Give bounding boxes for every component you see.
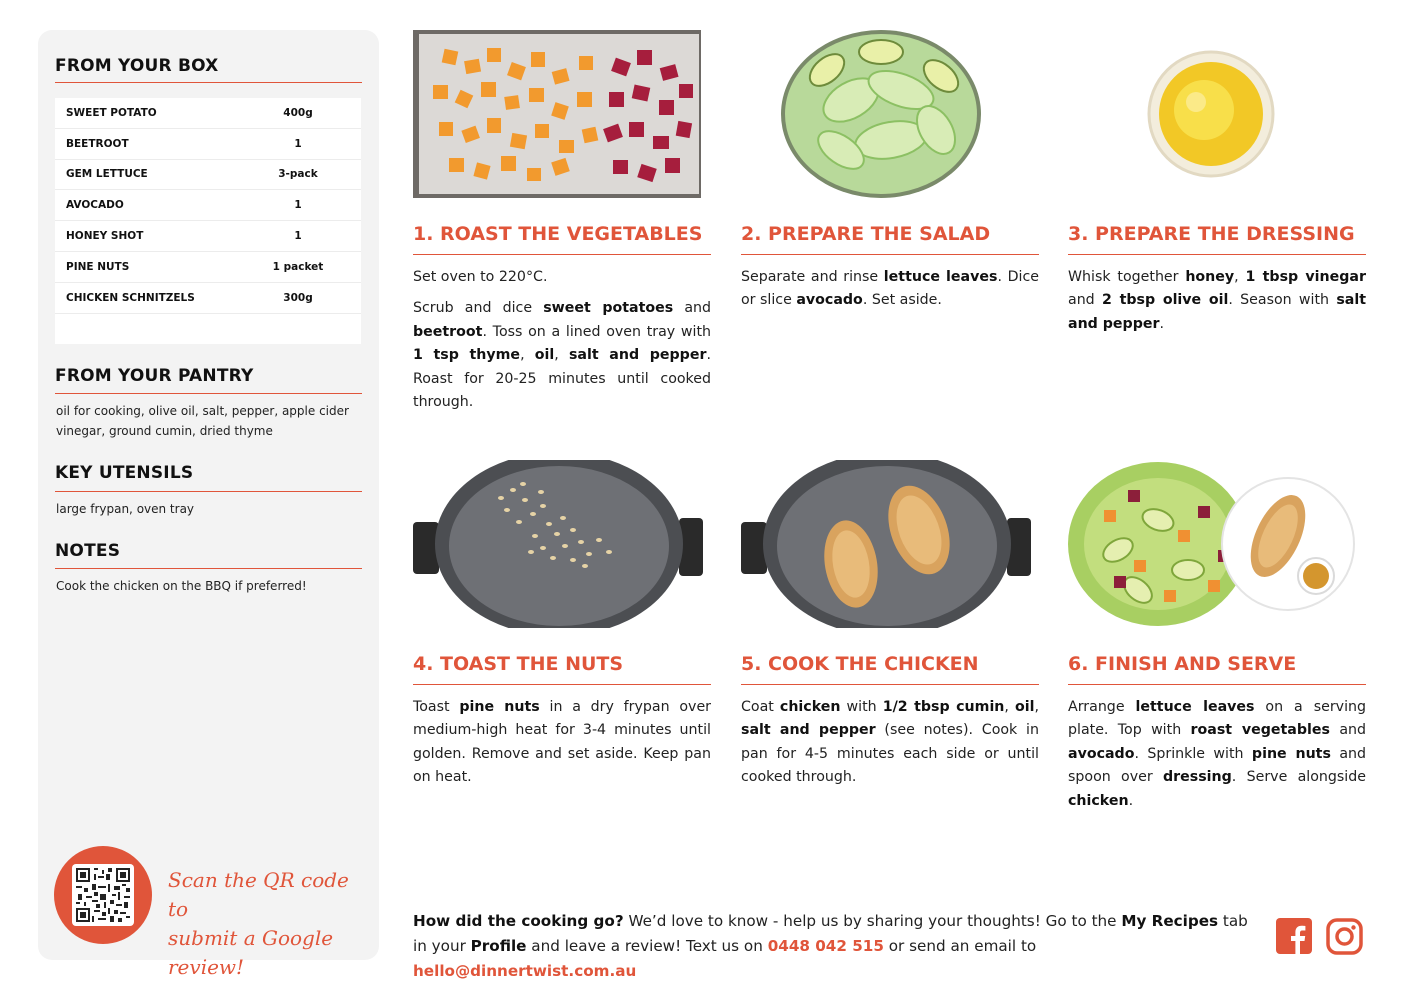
step-instructions bbox=[741, 696, 1039, 798]
instruction-text: , bbox=[554, 347, 569, 364]
step-title: 4. TOAST THE NUTS bbox=[413, 653, 624, 675]
ingredient-emphasis: honey bbox=[1185, 269, 1235, 285]
ingredient-name: CHICKEN SCHNITZELS bbox=[66, 291, 195, 304]
divider bbox=[55, 568, 362, 569]
instruction-text: , bbox=[520, 347, 535, 364]
instruction-text: . Toss on a lined oven tray with bbox=[482, 323, 711, 340]
ingredient-qty: 1 bbox=[294, 199, 302, 212]
footer-text: We’d love to know - help us by sharing your thoughts! Go to the bbox=[623, 912, 1122, 930]
step-5 bbox=[741, 460, 1039, 800]
ingredient-emphasis: chicken bbox=[1068, 792, 1129, 809]
instruction-text: . Roast for 20-25 minutes until cooked through. bbox=[413, 347, 711, 411]
divider bbox=[413, 254, 711, 255]
ingredient-name: BEETROOT bbox=[66, 137, 129, 150]
ingredient-name: GEM LETTUCE bbox=[66, 168, 148, 181]
instruction-text: and bbox=[673, 300, 712, 317]
instruction-text: on a serving plate. Top with bbox=[1068, 699, 1367, 739]
ingredient-emphasis: 1 tsp thyme bbox=[413, 347, 521, 364]
divider bbox=[413, 684, 711, 685]
step-title: 5. COOK THE CHICKEN bbox=[741, 653, 979, 675]
step-title: 2. PREPARE THE SALAD bbox=[741, 223, 991, 245]
ingredient-emphasis: beetroot bbox=[413, 323, 483, 340]
instruction-paragraph bbox=[413, 696, 711, 790]
ingredient-emphasis: pine nuts bbox=[1251, 745, 1331, 762]
ingredient-qty: 300g bbox=[283, 291, 313, 304]
ingredients-table bbox=[55, 98, 361, 344]
instruction-text: with bbox=[840, 699, 883, 715]
step-instructions bbox=[1068, 696, 1366, 821]
sidebar-panel bbox=[38, 30, 379, 979]
instruction-text: and bbox=[1329, 722, 1367, 739]
table-row bbox=[55, 221, 361, 252]
ingredient-emphasis: avocado bbox=[1068, 745, 1135, 762]
review-footer bbox=[413, 909, 1263, 984]
qr-line-1: Scan the QR code to bbox=[168, 868, 349, 921]
divider bbox=[741, 254, 1039, 255]
notes-heading: NOTES bbox=[55, 541, 121, 561]
ingredient-qty: 1 bbox=[294, 137, 302, 150]
instruction-text: Coat bbox=[741, 699, 780, 715]
ingredient-name: PINE NUTS bbox=[66, 260, 130, 273]
step-title: 3. PREPARE THE DRESSING bbox=[1068, 223, 1355, 245]
table-row bbox=[55, 252, 361, 283]
qr-review-prompt bbox=[168, 866, 368, 982]
step-title: 6. FINISH AND SERVE bbox=[1068, 653, 1297, 675]
divider bbox=[1068, 684, 1366, 685]
qr-code-badge[interactable] bbox=[54, 846, 152, 944]
step-title: 1. ROAST THE VEGETABLES bbox=[413, 223, 703, 245]
instruction-paragraph bbox=[1068, 266, 1366, 336]
ingredient-emphasis: salt and pepper bbox=[568, 347, 707, 364]
instruction-paragraph bbox=[741, 266, 1039, 313]
my-recipes-link[interactable]: My Recipes bbox=[1121, 912, 1219, 930]
divider bbox=[55, 393, 362, 394]
ingredient-name: AVOCADO bbox=[66, 199, 124, 212]
from-your-box-heading: FROM YOUR BOX bbox=[55, 56, 219, 76]
table-row bbox=[55, 129, 361, 160]
instruction-paragraph bbox=[1068, 696, 1366, 813]
from-your-pantry-heading: FROM YOUR PANTRY bbox=[55, 366, 254, 386]
instruction-text: , bbox=[1034, 699, 1039, 715]
ingredient-emphasis: 1 tbsp vinegar bbox=[1245, 269, 1366, 285]
ingredient-emphasis: lettuce leaves bbox=[1135, 699, 1255, 715]
utensils-text: large frypan, oven tray bbox=[56, 502, 195, 516]
qr-code-icon[interactable] bbox=[72, 864, 134, 926]
divider bbox=[741, 684, 1039, 685]
instruction-text: Scrub and dice bbox=[413, 300, 544, 317]
ingredient-emphasis: 2 tbsp olive oil bbox=[1101, 292, 1229, 309]
ingredient-name: HONEY SHOT bbox=[66, 230, 144, 243]
email-link[interactable]: hello@dinnertwist.com.au bbox=[413, 962, 637, 980]
table-row bbox=[55, 190, 361, 221]
roast-vegetables-photo bbox=[413, 30, 711, 198]
key-utensils-heading: KEY UTENSILS bbox=[55, 463, 194, 483]
footer-question: How did the cooking go? bbox=[413, 912, 624, 930]
prepare-salad-photo bbox=[741, 30, 1039, 198]
step-instructions bbox=[741, 266, 1039, 321]
footer-text: and leave a review! Text us on bbox=[526, 937, 768, 955]
table-row bbox=[55, 160, 361, 191]
step-instructions bbox=[413, 696, 711, 798]
qr-line-2: submit a Google review! bbox=[168, 926, 334, 979]
ingredient-emphasis: 1/2 tbsp cumin bbox=[882, 699, 1005, 715]
notes-text: Cook the chicken on the BBQ if preferred! bbox=[56, 579, 307, 593]
step-6 bbox=[1068, 460, 1367, 809]
instruction-text: Toast bbox=[413, 699, 460, 715]
divider bbox=[55, 491, 362, 492]
toast-nuts-photo bbox=[413, 460, 711, 628]
instruction-text: Arrange bbox=[1068, 699, 1136, 715]
step-3 bbox=[1068, 30, 1366, 410]
instruction-paragraph bbox=[741, 696, 1039, 790]
pantry-text: oil for cooking, olive oil, salt, pepper, apple cider vinegar, ground cumin, dried thyme bbox=[56, 404, 349, 438]
instruction-text: Separate and rinse bbox=[741, 269, 884, 285]
instruction-text: Whisk together bbox=[1068, 269, 1186, 285]
finish-serve-photo bbox=[1068, 460, 1366, 628]
ingredient-emphasis: roast vegetables bbox=[1190, 722, 1330, 739]
instruction-paragraph bbox=[413, 266, 711, 289]
prepare-dressing-photo bbox=[1068, 30, 1366, 198]
ingredient-emphasis: salt and pepper bbox=[741, 722, 876, 739]
ingredient-emphasis: sweet potatoes bbox=[543, 300, 674, 317]
table-row bbox=[55, 283, 361, 314]
instruction-text: . bbox=[1128, 792, 1134, 809]
divider bbox=[55, 82, 362, 83]
instruction-text: in a dry frypan over medium-high heat for 3-4 minutes until golden. Remove and set aside. Keep pan on heat. bbox=[413, 699, 712, 786]
ingredient-qty: 1 bbox=[294, 230, 302, 243]
ingredient-qty: 400g bbox=[283, 106, 313, 119]
ingredient-qty: 1 packet bbox=[272, 260, 324, 273]
step-2 bbox=[741, 30, 1039, 410]
step-instructions bbox=[413, 266, 711, 422]
ingredient-emphasis: pine nuts bbox=[459, 699, 540, 715]
instruction-text: . Sprinkle with bbox=[1134, 745, 1252, 762]
ingredient-emphasis: oil bbox=[534, 347, 555, 364]
ingredient-emphasis: oil bbox=[1014, 699, 1035, 715]
instruction-text: Set oven to 220°C. bbox=[413, 269, 548, 285]
ingredient-emphasis: lettuce leaves bbox=[883, 269, 998, 285]
instruction-text: . Dice or slice bbox=[741, 269, 1039, 309]
table-row bbox=[55, 98, 361, 129]
ingredient-emphasis: salt and pepper bbox=[1068, 292, 1366, 332]
instruction-text: . Serve alongside bbox=[1231, 769, 1366, 786]
instruction-text: and bbox=[1068, 292, 1102, 309]
footer-text: tab in your bbox=[413, 912, 1248, 955]
step-instructions bbox=[1068, 266, 1366, 344]
facebook-icon[interactable] bbox=[1276, 918, 1314, 956]
ingredient-qty: 3-pack bbox=[278, 168, 318, 181]
divider bbox=[1068, 254, 1366, 255]
footer-text: or send an email to bbox=[883, 937, 1037, 955]
cook-chicken-photo bbox=[741, 460, 1039, 628]
instruction-text: . bbox=[1159, 315, 1164, 332]
instruction-text: (see notes). Cook in pan for 4-5 minutes each side or until cooked through. bbox=[741, 722, 1039, 786]
instruction-paragraph bbox=[413, 297, 711, 414]
ingredient-name: SWEET POTATO bbox=[66, 106, 157, 119]
step-4 bbox=[413, 460, 711, 800]
instruction-text: , bbox=[1234, 269, 1246, 285]
ingredient-emphasis: dressing bbox=[1163, 769, 1232, 786]
ingredient-emphasis: chicken bbox=[779, 699, 841, 715]
profile-link[interactable]: Profile bbox=[470, 937, 527, 955]
phone-link[interactable]: 0448 042 515 bbox=[767, 937, 884, 955]
instagram-icon[interactable] bbox=[1326, 918, 1364, 956]
instruction-text: . Season with bbox=[1228, 292, 1337, 309]
ingredient-emphasis: avocado bbox=[796, 292, 863, 309]
instruction-text: . Set aside. bbox=[862, 292, 942, 309]
instruction-text: and spoon over bbox=[1068, 745, 1367, 786]
step-1 bbox=[413, 30, 711, 410]
instruction-text: , bbox=[1004, 699, 1015, 715]
